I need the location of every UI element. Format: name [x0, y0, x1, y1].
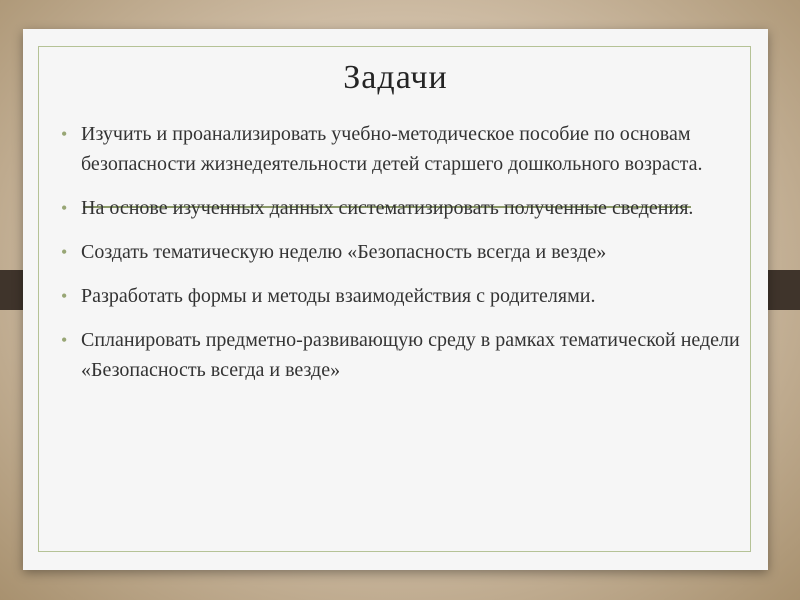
slide	[23, 29, 768, 570]
bullet-icon: •	[61, 242, 68, 262]
bullet-item	[61, 237, 751, 267]
bullet-item	[61, 193, 751, 223]
bullet-icon: •	[61, 198, 68, 218]
bullet-list	[61, 119, 751, 399]
bullet-text: Спланировать предметно-развивающую среду в рамках тематической недели «Безопасность всегда и везде»	[81, 329, 740, 381]
bullet-icon: •	[61, 330, 68, 350]
bullet-icon: •	[61, 286, 68, 306]
bullet-icon: •	[61, 124, 68, 144]
bullet-text: Создать тематическую неделю «Безопасность всегда и везде»	[81, 241, 607, 263]
bullet-text: Изучить и проанализировать учебно-методическое пособие по основам безопасности жизнедеятельности детей старшего дошкольного возраста.	[81, 123, 703, 175]
bullet-item	[61, 325, 751, 385]
bullet-text: На основе изученных данных систематизировать полученные сведения.	[81, 197, 694, 219]
slide-title: Задачи	[343, 59, 448, 96]
bullet-item	[61, 281, 751, 311]
bullet-text: Разработать формы и методы взаимодействия с родителями.	[81, 285, 596, 307]
bullet-item	[61, 119, 751, 179]
